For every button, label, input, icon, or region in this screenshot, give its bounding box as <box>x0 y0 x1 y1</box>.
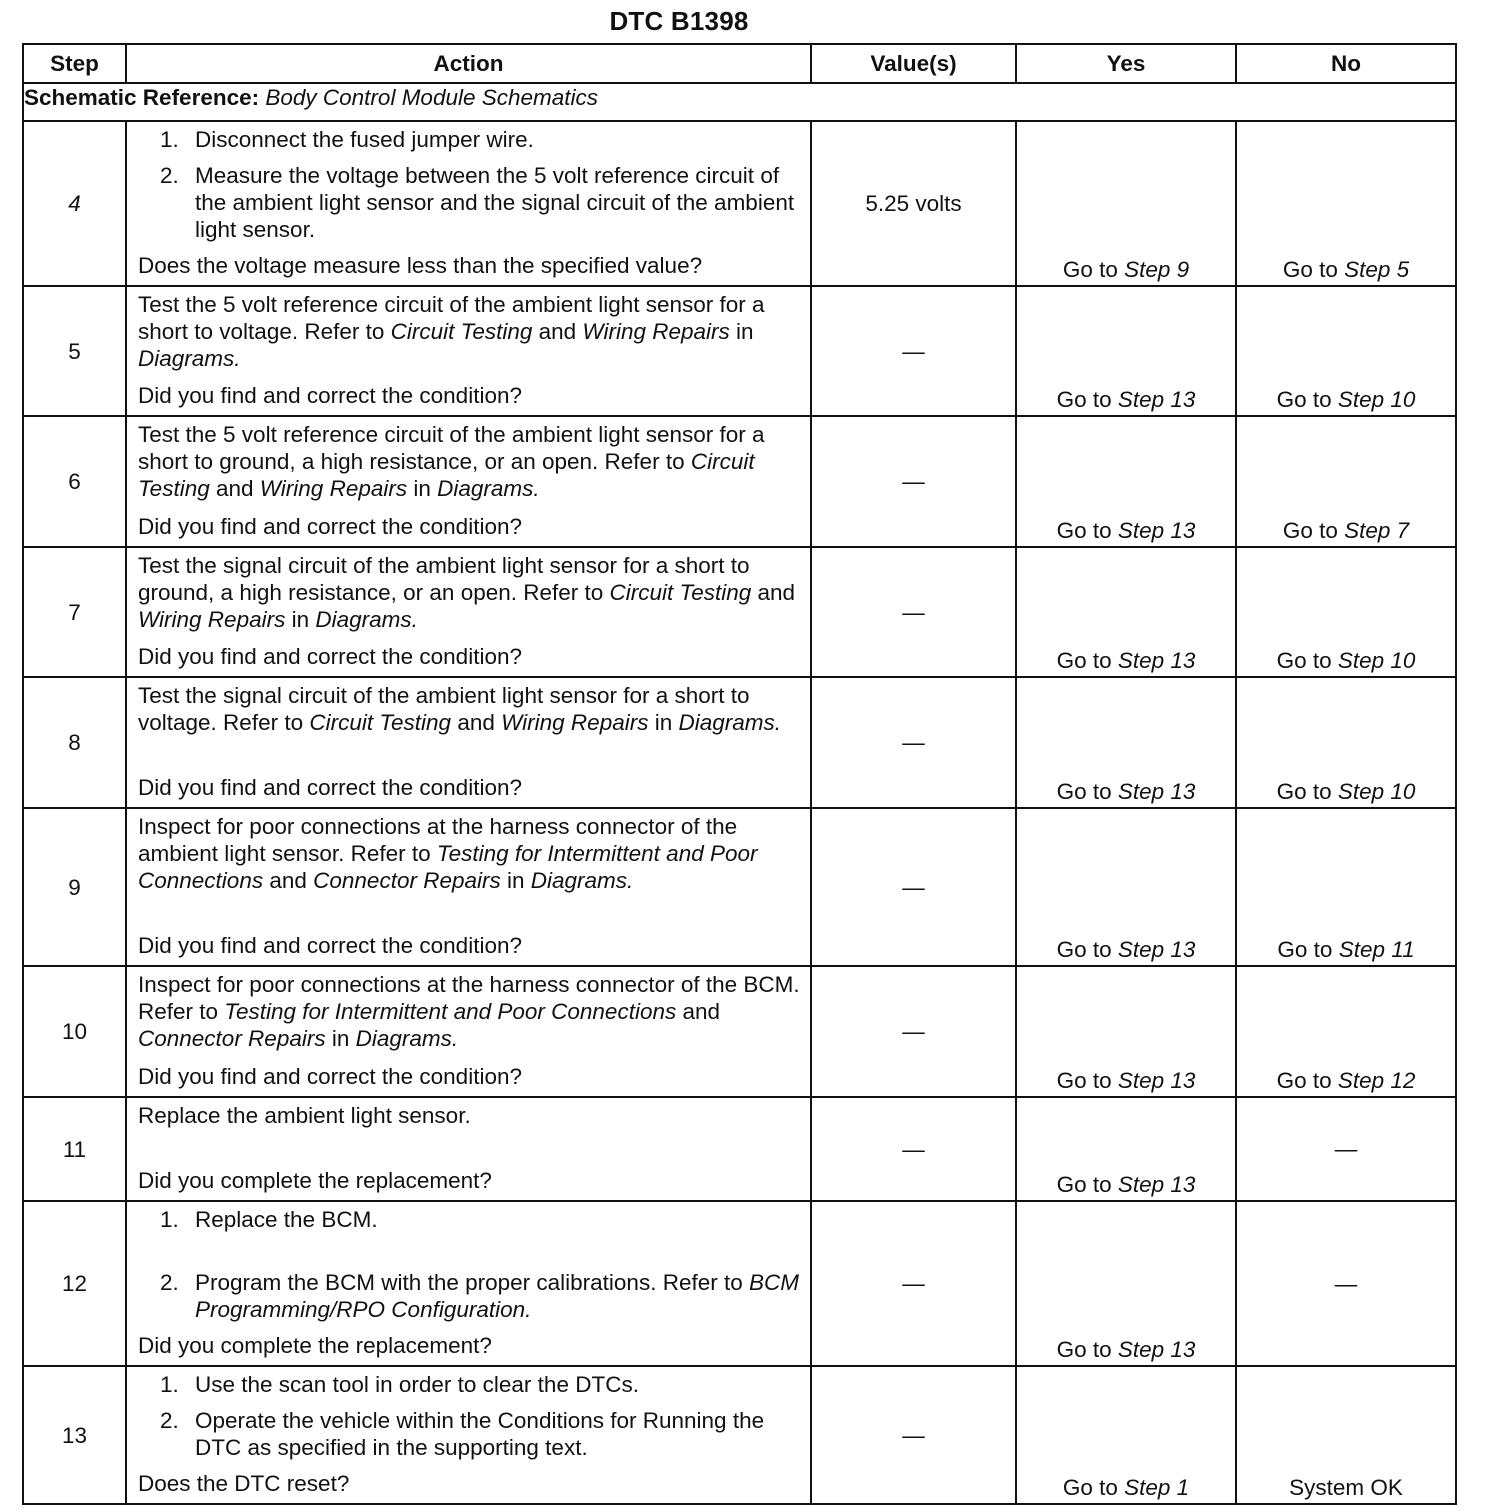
no-action[interactable] <box>1237 256 1455 283</box>
text-segment: Go to <box>1276 1068 1338 1093</box>
reference-link[interactable]: Step 13 <box>1117 1172 1196 1197</box>
no-cell <box>1236 286 1456 416</box>
text-segment: Program the BCM with the proper calibrations. Refer to <box>195 1270 749 1295</box>
step-number: 5 <box>23 286 126 416</box>
action-question: Did you find and correct the condition? <box>138 775 522 800</box>
no-cell <box>1236 1366 1456 1504</box>
action-list-item <box>160 1407 802 1461</box>
reference-link[interactable]: Step 9 <box>1124 257 1190 282</box>
action-list-item <box>160 1371 802 1398</box>
text-segment: Go to <box>1056 1172 1118 1197</box>
text-segment: Disconnect the fused jumper wire. <box>195 127 534 152</box>
table-row <box>23 1097 1456 1201</box>
text-segment: Go to <box>1056 648 1118 673</box>
value-cell: — <box>811 677 1016 808</box>
text-segment: Measure the voltage between the 5 volt reference circuit of the ambient light sensor and the signal circuit of the ambient light sensor. <box>195 163 795 242</box>
text-segment: Inspect for poor connections at the harness connector of the ambient light sensor. Refer to <box>138 814 738 866</box>
value-cell: — <box>811 1097 1016 1201</box>
no-cell <box>1236 1097 1456 1201</box>
yes-cell <box>1016 286 1236 416</box>
reference-link[interactable]: Step 10 <box>1337 387 1416 412</box>
action-cell <box>126 1201 811 1366</box>
table-row <box>23 416 1456 547</box>
value-cell: — <box>811 808 1016 966</box>
text-segment: Go to <box>1056 387 1118 412</box>
value-cell: 5.25 volts <box>811 121 1016 286</box>
reference-link[interactable]: Diagrams. <box>315 607 418 632</box>
no-action[interactable] <box>1237 936 1455 963</box>
list-text <box>195 162 802 243</box>
list-number: 1. <box>160 1372 179 1397</box>
text-segment: Use the scan tool in order to clear the DTCs. <box>195 1372 639 1397</box>
yes-cell <box>1016 677 1236 808</box>
reference-link[interactable]: Testing for Intermittent and Poor Connections <box>138 841 758 893</box>
text-segment: and <box>263 868 314 893</box>
text-segment: and <box>532 319 583 344</box>
action-question: Did you complete the replacement? <box>138 1333 492 1358</box>
list-number: 1. <box>160 1207 179 1232</box>
reference-link[interactable]: Circuit Testing <box>390 319 533 344</box>
list-text <box>195 126 802 153</box>
yes-cell <box>1016 416 1236 547</box>
text-segment: in <box>285 607 316 632</box>
action-instruction <box>138 682 802 736</box>
step-number: 4 <box>23 121 126 286</box>
text-segment: in <box>500 868 531 893</box>
table-row <box>23 286 1456 416</box>
yes-action[interactable] <box>1017 517 1235 544</box>
yes-action[interactable] <box>1017 386 1235 413</box>
action-instruction <box>138 552 802 633</box>
text-segment: Go to <box>1056 937 1118 962</box>
action-instruction <box>138 421 802 502</box>
text-segment: Operate the vehicle within the Conditions for Running the DTC as specified in the supporting text. <box>195 1408 765 1460</box>
table-row <box>23 1201 1456 1366</box>
action-question: Did you complete the replacement? <box>138 1168 492 1193</box>
action-cell <box>126 121 811 286</box>
text-segment: Test the 5 volt reference circuit of the ambient light sensor for a short to voltage. Refer to <box>138 292 765 344</box>
no-cell <box>1236 1201 1456 1366</box>
reference-link[interactable]: Circuit Testing <box>138 449 755 501</box>
action-cell <box>126 808 811 966</box>
text-segment: Go to <box>1056 1337 1118 1362</box>
value-cell: — <box>811 416 1016 547</box>
reference-link[interactable]: Testing for Intermittent and Poor Connections <box>224 999 677 1024</box>
schematic-reference-label: Schematic Reference: <box>24 85 260 110</box>
yes-cell <box>1016 547 1236 677</box>
reference-link[interactable]: Step 13 <box>1117 518 1196 543</box>
value-cell: — <box>811 547 1016 677</box>
text-segment: Replace the BCM. <box>195 1207 378 1232</box>
text-segment: Test the 5 volt reference circuit of the ambient light sensor for a short to ground, a high resistance, or an open. Refer to <box>138 422 765 474</box>
page-title: DTC B1398 <box>609 6 749 36</box>
no-action[interactable] <box>1237 647 1455 674</box>
reference-link[interactable]: Step 13 <box>1117 1337 1196 1362</box>
action-question: Did you find and correct the condition? <box>138 933 522 958</box>
reference-link[interactable]: Step 5 <box>1344 257 1410 282</box>
schematic-reference <box>23 83 1456 121</box>
list-text <box>195 1407 802 1461</box>
text-segment: Go to <box>1276 387 1338 412</box>
action-question: Did you find and correct the condition? <box>138 383 522 408</box>
reference-link[interactable]: Step 13 <box>1117 648 1196 673</box>
reference-link[interactable]: Step 13 <box>1117 779 1196 804</box>
action-cell <box>126 547 811 677</box>
yes-cell <box>1016 121 1236 286</box>
text-segment: Inspect for poor connections at the harness connector of the BCM. Refer to <box>138 972 800 1024</box>
text-segment: in <box>407 476 438 501</box>
action-instruction <box>138 1102 802 1129</box>
reference-link[interactable]: BCM Programming/RPO Configuration. <box>195 1270 799 1322</box>
step-number: 9 <box>23 808 126 966</box>
table-body <box>23 83 1456 1504</box>
yes-cell <box>1016 966 1236 1097</box>
text-segment: Go to <box>1056 779 1118 804</box>
yes-action[interactable] <box>1017 778 1235 805</box>
action-question: Does the DTC reset? <box>138 1471 350 1496</box>
reference-link[interactable]: Step 1 <box>1124 1475 1190 1500</box>
yes-action[interactable] <box>1017 1474 1235 1501</box>
reference-link[interactable]: Step 13 <box>1117 1068 1196 1093</box>
reference-link[interactable]: Step 13 <box>1117 387 1196 412</box>
reference-link[interactable]: Step 10 <box>1337 648 1416 673</box>
table-row <box>23 547 1456 677</box>
text-segment: Go to <box>1056 1068 1118 1093</box>
reference-link[interactable]: Step 7 <box>1344 518 1410 543</box>
action-question: Does the voltage measure less than the specified value? <box>138 253 703 278</box>
list-number: 2. <box>160 163 179 188</box>
reference-link[interactable]: Wiring Repairs <box>259 476 408 501</box>
value-cell: — <box>811 966 1016 1097</box>
yes-cell <box>1016 1201 1236 1366</box>
list-text <box>195 1269 802 1323</box>
reference-link[interactable]: Circuit Testing <box>609 580 752 605</box>
text-segment: Go to <box>1282 257 1345 282</box>
reference-link[interactable]: Connector Repairs <box>313 868 501 893</box>
list-number: 2. <box>160 1408 179 1433</box>
reference-link[interactable]: Connector Repairs <box>138 1026 326 1051</box>
reference-link[interactable]: Diagrams. <box>678 710 782 735</box>
step-number: 12 <box>23 1201 126 1366</box>
no-action[interactable] <box>1237 517 1455 544</box>
text-segment: Go to <box>1276 779 1338 804</box>
yes-action[interactable] <box>1017 1171 1235 1198</box>
text-segment: Test the signal circuit of the ambient light sensor for a short to voltage. Refer to <box>138 683 750 735</box>
text-segment: Go to <box>1062 257 1125 282</box>
text-segment: Test the signal circuit of the ambient light sensor for a short to ground, a high resistance, or an open. Refer to <box>138 553 750 605</box>
text-segment: Go to <box>1276 648 1338 673</box>
yes-cell <box>1016 1097 1236 1201</box>
list-number: 2. <box>160 1270 179 1295</box>
column-header-yes: Yes <box>1016 44 1236 83</box>
reference-link[interactable]: Step 11 <box>1338 937 1415 962</box>
no-cell <box>1236 966 1456 1097</box>
list-number: 1. <box>160 127 179 152</box>
step-number: 6 <box>23 416 126 547</box>
list-text <box>195 1206 802 1233</box>
reference-link[interactable]: Diagrams. <box>437 476 540 501</box>
table-row <box>23 121 1456 286</box>
table-row <box>23 808 1456 966</box>
yes-action[interactable] <box>1017 1067 1235 1094</box>
yes-cell <box>1016 1366 1236 1504</box>
text-segment: Replace the ambient light sensor. <box>138 1103 471 1128</box>
reference-link[interactable]: Wiring Repairs <box>138 607 286 632</box>
table-row <box>23 1366 1456 1504</box>
reference-link[interactable]: Diagrams. <box>530 868 634 893</box>
action-cell <box>126 286 811 416</box>
action-instruction <box>138 291 802 372</box>
yes-action[interactable] <box>1017 1336 1235 1363</box>
text-segment: and <box>751 580 796 605</box>
step-number: 7 <box>23 547 126 677</box>
value-cell: — <box>811 1201 1016 1366</box>
text-segment: in <box>648 710 679 735</box>
reference-link[interactable]: Diagrams. <box>138 346 241 371</box>
no-action[interactable] <box>1237 386 1455 413</box>
table-row <box>23 677 1456 808</box>
no-action[interactable] <box>1237 1474 1455 1501</box>
reference-link[interactable]: Step 10 <box>1337 779 1416 804</box>
action-list-item <box>160 162 802 243</box>
action-cell <box>126 677 811 808</box>
value-cell: — <box>811 1366 1016 1504</box>
no-cell <box>1236 677 1456 808</box>
action-cell <box>126 1366 811 1504</box>
text-segment: in <box>729 319 754 344</box>
text-segment: Go to <box>1062 1475 1125 1500</box>
yes-action[interactable] <box>1017 256 1235 283</box>
no-not-applicable: — <box>1334 1271 1358 1296</box>
no-cell <box>1236 121 1456 286</box>
no-cell <box>1236 547 1456 677</box>
reference-link[interactable]: Circuit Testing <box>309 710 452 735</box>
text-segment: Go to <box>1282 518 1345 543</box>
action-list-item <box>160 126 802 153</box>
text-segment: in <box>325 1026 356 1051</box>
action-question: Did you find and correct the condition? <box>138 644 522 669</box>
action-question: Did you find and correct the condition? <box>138 514 522 539</box>
table-row <box>23 966 1456 1097</box>
no-not-applicable: — <box>1334 1136 1358 1162</box>
text-segment: System OK <box>1289 1475 1403 1500</box>
action-list-item <box>160 1206 802 1233</box>
no-cell <box>1236 808 1456 966</box>
action-instruction <box>138 971 802 1052</box>
schematic-reference-row <box>23 83 1456 121</box>
text-segment: Go to <box>1056 518 1118 543</box>
text-segment: Go to <box>1277 937 1339 962</box>
reference-link[interactable]: Step 13 <box>1117 937 1196 962</box>
reference-link[interactable]: Step 12 <box>1337 1068 1416 1093</box>
no-action[interactable] <box>1237 778 1455 805</box>
column-header-action: Action <box>126 44 811 83</box>
action-list-item <box>160 1269 802 1323</box>
reference-link[interactable]: Wiring Repairs <box>582 319 730 344</box>
no-action[interactable] <box>1237 1067 1455 1094</box>
step-number: 8 <box>23 677 126 808</box>
action-question: Did you find and correct the condition? <box>138 1064 522 1089</box>
text-segment: and <box>209 476 260 501</box>
yes-cell <box>1016 808 1236 966</box>
column-header-step: Step <box>23 44 126 83</box>
action-cell <box>126 416 811 547</box>
reference-link[interactable]: Wiring Repairs <box>501 710 649 735</box>
step-number: 13 <box>23 1366 126 1504</box>
no-cell <box>1236 416 1456 547</box>
step-number: 11 <box>23 1097 126 1201</box>
text-segment: and <box>676 999 721 1024</box>
column-header-no: No <box>1236 44 1456 83</box>
yes-action[interactable] <box>1017 936 1235 963</box>
schematic-reference-link[interactable]: Body Control Module Schematics <box>265 85 599 110</box>
action-cell <box>126 1097 811 1201</box>
list-text <box>195 1371 802 1398</box>
action-instruction <box>138 813 802 894</box>
step-number: 10 <box>23 966 126 1097</box>
text-segment: and <box>451 710 502 735</box>
diagnostic-table <box>22 43 1457 1505</box>
column-header-values: Value(s) <box>811 44 1016 83</box>
yes-action[interactable] <box>1017 647 1235 674</box>
value-cell: — <box>811 286 1016 416</box>
action-cell <box>126 966 811 1097</box>
header-row <box>23 44 1456 83</box>
reference-link[interactable]: Diagrams. <box>355 1026 459 1051</box>
